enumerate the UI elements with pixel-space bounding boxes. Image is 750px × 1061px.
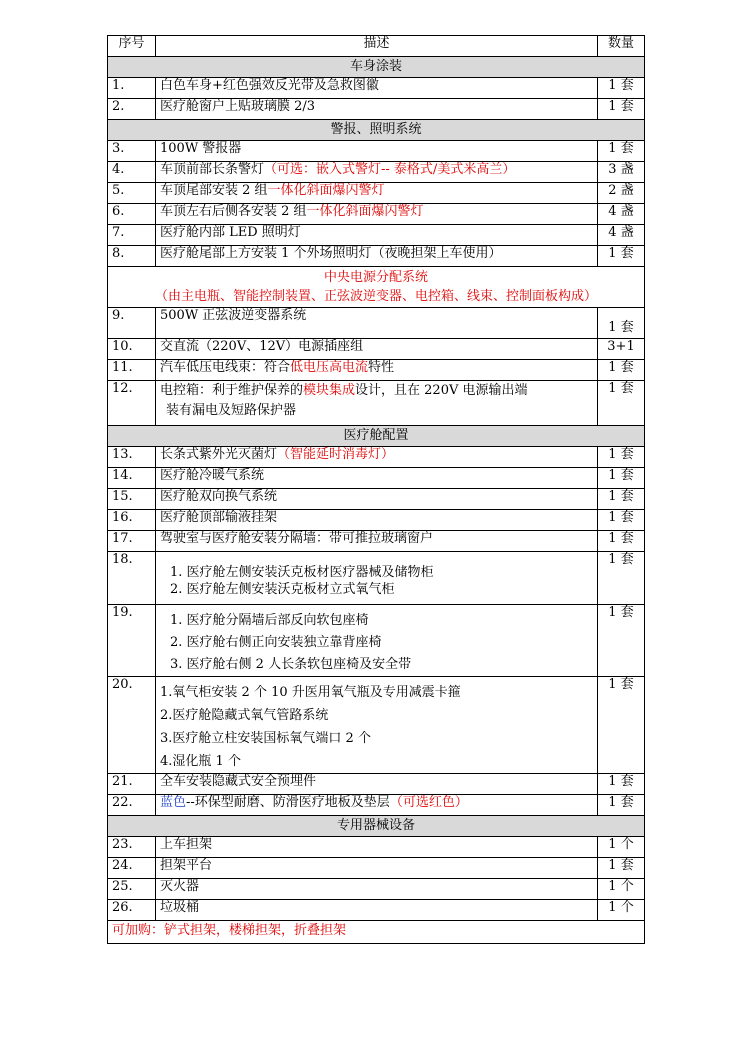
row-num: 18. — [108, 552, 156, 605]
row-desc: 医疗舱冷暖气系统 — [156, 468, 598, 489]
row-desc — [156, 552, 598, 605]
row-num: 13. — [108, 447, 156, 468]
row-desc-text-end: 特性 — [368, 360, 395, 375]
row-desc-continuation: 装有漏电及短路保护器 — [166, 403, 297, 418]
row-desc — [156, 204, 598, 225]
table-row — [108, 879, 645, 900]
row-qty: 1 套 — [598, 468, 645, 489]
table-row — [108, 795, 645, 816]
row-desc — [156, 183, 598, 204]
section-header — [108, 120, 645, 141]
row-desc-text: 车顶前部长条警灯 — [160, 162, 265, 177]
row-num: 12. — [108, 381, 156, 426]
section-cabin: 医疗舱配置 — [108, 426, 645, 447]
row-desc-text: 车顶尾部安装 2 组 — [160, 183, 268, 198]
section-power-title: 中央电源分配系统 — [323, 270, 428, 285]
table-row — [108, 552, 645, 605]
row-desc-text: --环保型耐磨、防滑医疗地板及垫层 — [186, 795, 390, 810]
row-num: 15. — [108, 489, 156, 510]
row-qty: 1 套 — [598, 531, 645, 552]
row-desc-option: （可选：嵌入式警灯-- 泰格式/美式米高兰） — [264, 162, 516, 177]
row-qty: 1 套 — [598, 99, 645, 120]
row-desc-option: （可选红色） — [389, 795, 468, 810]
row-qty: 1 套 — [598, 246, 645, 267]
row-num: 8. — [108, 246, 156, 267]
list-item: 1. 医疗舱左侧安装沃克板材医疗器械及储物柜 — [170, 565, 434, 580]
row-qty: 1 个 — [598, 900, 645, 921]
row-qty: 1 套 — [598, 447, 645, 468]
row-desc-text: 汽车低压电线束：符合 — [160, 360, 291, 375]
row-qty: 3 盏 — [598, 162, 645, 183]
table-row — [108, 858, 645, 879]
optional-purchase-note: 可加购：铲式担架，楼梯担架，折叠担架 — [108, 921, 645, 944]
row-desc: 上车担架 — [156, 837, 598, 858]
row-qty: 1 个 — [598, 837, 645, 858]
row-num: 6. — [108, 204, 156, 225]
table-row — [108, 78, 645, 99]
table-row — [108, 774, 645, 795]
row-num: 3. — [108, 141, 156, 162]
row-desc-highlight: 一体化斜面爆闪警灯 — [267, 183, 385, 198]
list-item: 2. 医疗舱左侧安装沃克板材立式氧气柜 — [170, 582, 395, 597]
row-desc — [156, 162, 598, 183]
section-power — [108, 267, 645, 308]
section-equipment: 专用器械设备 — [108, 816, 645, 837]
row-desc: 医疗舱双向换气系统 — [156, 489, 598, 510]
table-row — [108, 141, 645, 162]
footer-row — [108, 921, 645, 944]
table-row — [108, 204, 645, 225]
row-desc-text: 电控箱：利于维护保养的 — [160, 383, 304, 398]
row-desc — [156, 360, 598, 381]
row-qty: 1 套 — [598, 795, 645, 816]
row-qty: 1 套 — [598, 308, 645, 339]
row-qty: 1 套 — [598, 677, 645, 774]
row-desc — [156, 381, 598, 426]
row-qty: 1 套 — [598, 360, 645, 381]
section-body-paint: 车身涂装 — [108, 57, 645, 78]
table-row — [108, 510, 645, 531]
row-item-list — [170, 564, 593, 598]
table-row — [108, 531, 645, 552]
row-qty: 1 个 — [598, 879, 645, 900]
row-num: 22. — [108, 795, 156, 816]
row-desc-highlight: 低电压高电流 — [290, 360, 369, 375]
row-num: 10. — [108, 339, 156, 360]
table-row — [108, 246, 645, 267]
row-desc: 500W 正弦波逆变器系统 — [156, 308, 598, 339]
table-row — [108, 489, 645, 510]
row-num: 21. — [108, 774, 156, 795]
row-num: 17. — [108, 531, 156, 552]
table-row — [108, 677, 645, 774]
row-qty: 2 盏 — [598, 183, 645, 204]
row-num: 25. — [108, 879, 156, 900]
row-qty: 1 套 — [598, 141, 645, 162]
table-row — [108, 468, 645, 489]
section-header — [108, 57, 645, 78]
row-desc — [156, 447, 598, 468]
row-desc: 100W 警报器 — [156, 141, 598, 162]
row-qty: 1 套 — [598, 858, 645, 879]
table-row — [108, 162, 645, 183]
row-qty: 1 套 — [598, 605, 645, 677]
header-desc: 描述 — [156, 36, 598, 57]
list-item: 2.医疗舱隐藏式氧气管路系统 — [160, 708, 329, 723]
table-header — [108, 36, 645, 57]
row-item-list — [170, 610, 593, 676]
row-desc-text: 长条式紫外光灭菌灯 — [160, 447, 278, 462]
table-row — [108, 99, 645, 120]
row-desc-highlight: 模块集成 — [303, 383, 356, 398]
table-row — [108, 308, 645, 339]
row-desc: 担架平台 — [156, 858, 598, 879]
row-num: 4. — [108, 162, 156, 183]
row-desc: 医疗舱内部 LED 照明灯 — [156, 225, 598, 246]
row-desc — [156, 605, 598, 677]
row-qty: 1 套 — [598, 552, 645, 605]
row-qty: 1 套 — [598, 78, 645, 99]
row-qty: 4 盏 — [598, 204, 645, 225]
section-header — [108, 267, 645, 308]
row-num: 7. — [108, 225, 156, 246]
row-desc-highlight: 一体化斜面爆闪警灯 — [306, 204, 424, 219]
row-desc — [156, 795, 598, 816]
row-num: 11. — [108, 360, 156, 381]
row-desc: 灭火器 — [156, 879, 598, 900]
list-item: 3.医疗舱立柱安装国标氧气端口 2 个 — [160, 731, 371, 746]
row-num: 5. — [108, 183, 156, 204]
row-desc: 白色车身+红色强效反光带及急救图徽 — [156, 78, 598, 99]
row-qty: 1 套 — [598, 510, 645, 531]
row-desc: 医疗舱顶部输液挂架 — [156, 510, 598, 531]
row-qty: 1 套 — [598, 381, 645, 426]
row-desc: 驾驶室与医疗舱安装分隔墙：带可推拉玻璃窗户 — [156, 531, 598, 552]
spec-table — [107, 35, 645, 944]
row-num: 1. — [108, 78, 156, 99]
list-item: 1.氧气柜安装 2 个 10 升医用氧气瓶及专用减震卡箍 — [160, 685, 461, 700]
section-alarm-lighting: 警报、照明系统 — [108, 120, 645, 141]
row-num: 16. — [108, 510, 156, 531]
row-num: 14. — [108, 468, 156, 489]
header-qty: 数量 — [598, 36, 645, 57]
row-num: 26. — [108, 900, 156, 921]
row-num: 2. — [108, 99, 156, 120]
row-desc-text-end: 设计，且在 220V 电源输出端 — [355, 383, 528, 398]
header-num: 序号 — [108, 36, 156, 57]
section-header — [108, 426, 645, 447]
list-item: 1. 医疗舱分隔墙后部反向软包座椅 — [170, 613, 369, 628]
table-row — [108, 605, 645, 677]
table-row — [108, 339, 645, 360]
table-row — [108, 837, 645, 858]
list-item: 3. 医疗舱右侧 2 人长条软包座椅及安全带 — [170, 657, 412, 672]
row-desc: 医疗舱窗户上贴玻璃膜 2/3 — [156, 99, 598, 120]
row-num: 24. — [108, 858, 156, 879]
table-row — [108, 183, 645, 204]
row-qty: 1 套 — [598, 774, 645, 795]
row-qty: 1 套 — [598, 489, 645, 510]
section-power-subtitle: （由主电瓶、智能控制装置、正弦波逆变器、电控箱、线束、控制面板构成） — [154, 289, 597, 304]
row-desc: 全车安装隐藏式安全预埋件 — [156, 774, 598, 795]
row-num: 23. — [108, 837, 156, 858]
row-qty: 4 盏 — [598, 225, 645, 246]
row-item-list — [160, 681, 593, 773]
row-desc-highlight: （智能延时消毒灯） — [277, 447, 395, 462]
row-num: 20. — [108, 677, 156, 774]
row-num: 19. — [108, 605, 156, 677]
row-desc-text: 车顶左右后侧各安装 2 组 — [160, 204, 307, 219]
table-row — [108, 360, 645, 381]
table-row — [108, 381, 645, 426]
table-row — [108, 900, 645, 921]
row-desc — [156, 677, 598, 774]
list-item: 4.湿化瓶 1 个 — [160, 754, 241, 769]
row-num: 9. — [108, 308, 156, 339]
table-row — [108, 225, 645, 246]
spec-document — [107, 35, 644, 944]
row-desc: 垃圾桶 — [156, 900, 598, 921]
row-qty: 3+1 — [598, 339, 645, 360]
row-desc: 交直流（220V、12V）电源插座组 — [156, 339, 598, 360]
row-desc-color-label: 蓝色 — [160, 795, 187, 810]
row-desc: 医疗舱尾部上方安装 1 个外场照明灯（夜晚担架上车使用） — [156, 246, 598, 267]
section-header — [108, 816, 645, 837]
table-row — [108, 447, 645, 468]
list-item: 2. 医疗舱右侧正向安装独立靠背座椅 — [170, 635, 382, 650]
